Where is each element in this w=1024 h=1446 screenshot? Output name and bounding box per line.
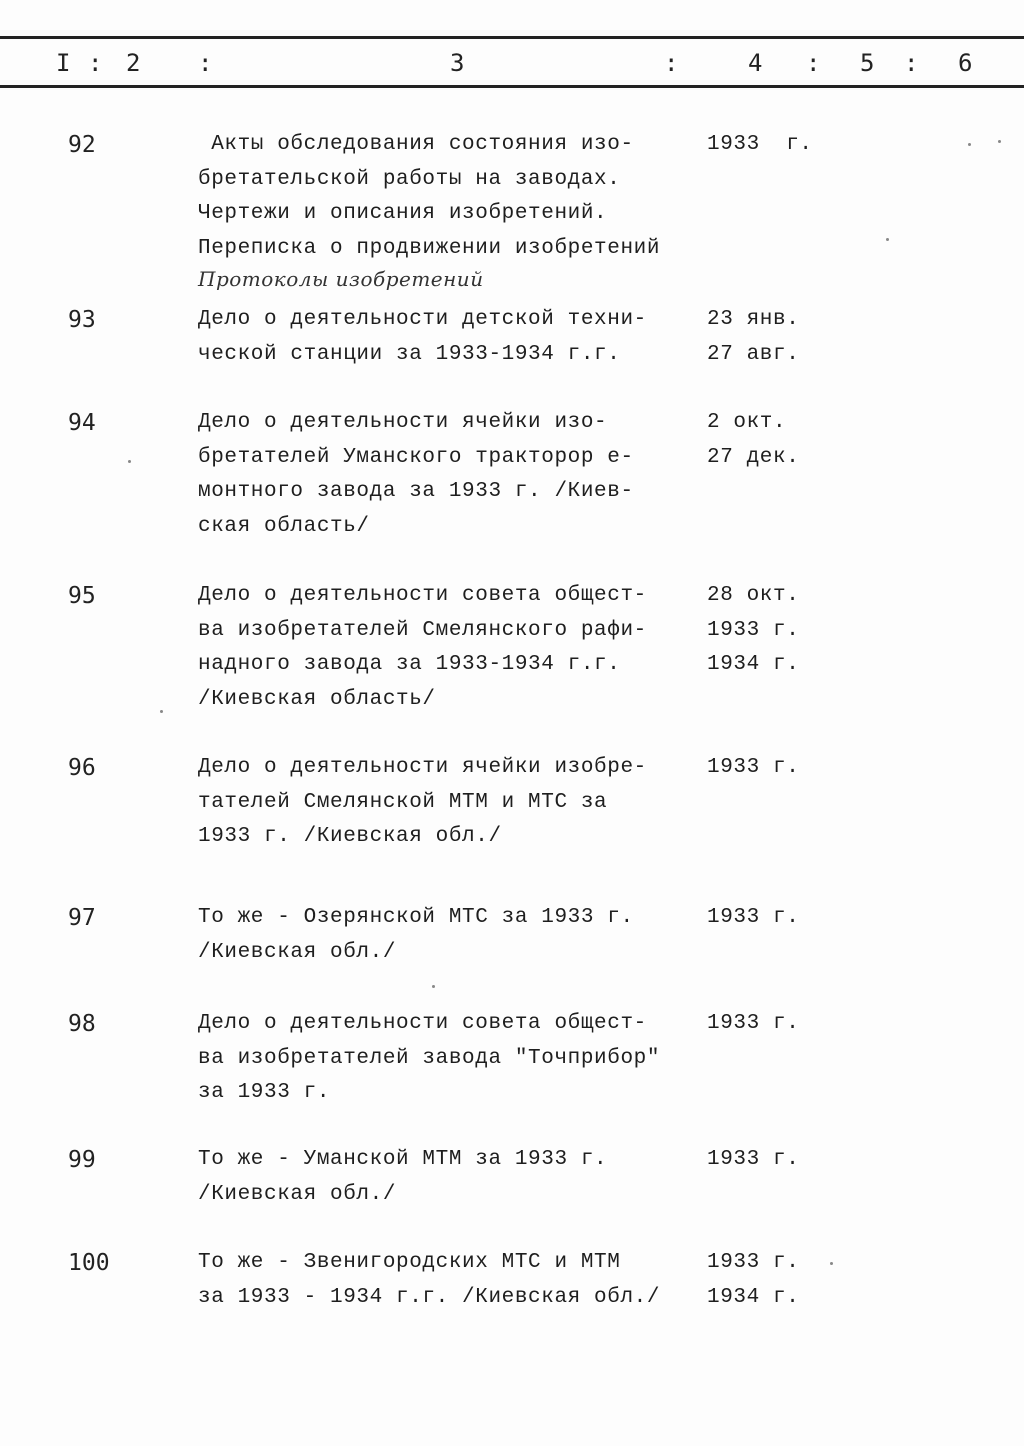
- description-line: /Киевская область/: [198, 687, 436, 711]
- entry-number: 100: [68, 1250, 110, 1276]
- column-header-1: I: [56, 49, 71, 77]
- entry-description: [198, 901, 698, 970]
- entry-description: [198, 406, 698, 544]
- entry-number: 97: [68, 905, 96, 931]
- description-line: за 1933 г.: [198, 1081, 331, 1104]
- date-line: 27 дек.: [707, 445, 800, 469]
- column-separator: :: [806, 49, 821, 77]
- date-line: 27 авг.: [707, 342, 800, 366]
- description-line: за 1933 - 1934 г.г. /Киевская обл./: [198, 1285, 661, 1309]
- scan-speck: [128, 460, 131, 463]
- description-line: Дело о деятельности ячейки изо-: [198, 411, 608, 434]
- column-header-4: 4: [748, 49, 763, 77]
- column-header-3: 3: [450, 49, 465, 77]
- column-header-5: 5: [860, 49, 875, 77]
- description-line: /Киевская обл./: [198, 940, 397, 964]
- scan-speck: [160, 710, 163, 713]
- date-line: 23 янв.: [707, 308, 800, 331]
- entry-dates: [707, 751, 799, 786]
- description-line: надного завода за 1933-1934 г.г.: [198, 653, 621, 676]
- entry-number: 98: [68, 1011, 96, 1037]
- handwritten-note: Протоколы изобретений: [198, 267, 484, 291]
- date-line: 1934 г.: [707, 653, 800, 676]
- entry-description: [198, 1007, 698, 1111]
- column-separator: :: [904, 49, 919, 77]
- description-line: ва изобретателей завода "Точприбор": [198, 1046, 661, 1070]
- description-line: бретательской работы на заводах.: [198, 167, 621, 191]
- column-separator: :: [88, 49, 103, 77]
- description-line: Дело о деятельности совета общест-: [198, 1012, 647, 1035]
- entry-dates: [707, 1143, 799, 1178]
- entry-number: 99: [68, 1147, 96, 1173]
- date-line: 2 окт.: [707, 411, 787, 434]
- date-line: 1934 г.: [707, 1285, 800, 1309]
- entry-dates: [707, 128, 813, 163]
- scan-speck: [886, 238, 889, 241]
- entry-number: 93: [68, 307, 96, 333]
- description-line: бретателей Уманского тракторор е-: [198, 445, 634, 469]
- scan-speck: [432, 985, 435, 988]
- description-line: /Киевская обл./: [198, 1182, 397, 1206]
- description-line: Чертежи и описания изобретений.: [198, 202, 608, 225]
- scan-speck: [998, 140, 1001, 143]
- column-header-6: 6: [958, 49, 973, 77]
- description-line: Дело о деятельности совета общест-: [198, 584, 647, 607]
- column-separator: :: [664, 49, 679, 77]
- description-line: Дело о деятельности детской техни-: [198, 308, 647, 331]
- entry-dates: [707, 901, 799, 936]
- description-line: ческой станции за 1933-1934 г.г.: [198, 342, 621, 366]
- header-bottom-rule: [0, 85, 1024, 88]
- entry-number: 95: [68, 583, 96, 609]
- description-line: Переписка о продвижении изобретений: [198, 236, 661, 260]
- entry-description: [198, 751, 698, 855]
- entry-number: 96: [68, 755, 96, 781]
- description-line: монтного завода за 1933 г. /Киев-: [198, 480, 634, 503]
- description-line: тателей Смелянской МТМ и МТС за: [198, 790, 608, 814]
- date-line: 1933 г.: [707, 906, 800, 929]
- column-separator: :: [198, 49, 213, 77]
- entry-number: 94: [68, 410, 96, 436]
- date-line: 1933 г.: [707, 133, 813, 156]
- column-header-2: 2: [126, 49, 141, 77]
- entry-description: [198, 1143, 698, 1212]
- header-top-rule: [0, 36, 1024, 39]
- entry-dates: [707, 303, 799, 372]
- entry-dates: [707, 406, 799, 475]
- entry-dates: [707, 1246, 799, 1315]
- entry-dates: [707, 1007, 799, 1042]
- scan-speck: [830, 1262, 833, 1265]
- description-line: 1933 г. /Киевская обл./: [198, 825, 502, 848]
- entry-description: [198, 303, 698, 372]
- entry-number: 92: [68, 132, 96, 158]
- description-line: То же - Звенигородских МТС и МТМ: [198, 1251, 621, 1274]
- date-line: 28 окт.: [707, 584, 800, 607]
- date-line: 1933 г.: [707, 1148, 800, 1171]
- date-line: 1933 г.: [707, 756, 800, 779]
- date-line: 1933 г.: [707, 1251, 800, 1274]
- description-line: ская область/: [198, 514, 370, 538]
- description-line: Акты обследования состояния изо-: [198, 133, 634, 156]
- entry-dates: [707, 579, 799, 683]
- description-line: То же - Озерянской МТС за 1933 г.: [198, 906, 634, 929]
- entry-description: [198, 128, 698, 292]
- date-line: 1933 г.: [707, 618, 800, 642]
- description-line: То же - Уманской МТМ за 1933 г.: [198, 1148, 608, 1171]
- description-line: ва изобретателей Смелянского рафи-: [198, 618, 647, 642]
- scan-speck: [968, 143, 971, 146]
- description-line: Дело о деятельности ячейки изобре-: [198, 756, 647, 779]
- date-line: 1933 г.: [707, 1012, 800, 1035]
- entry-description: [198, 579, 698, 717]
- entry-description: [198, 1246, 698, 1315]
